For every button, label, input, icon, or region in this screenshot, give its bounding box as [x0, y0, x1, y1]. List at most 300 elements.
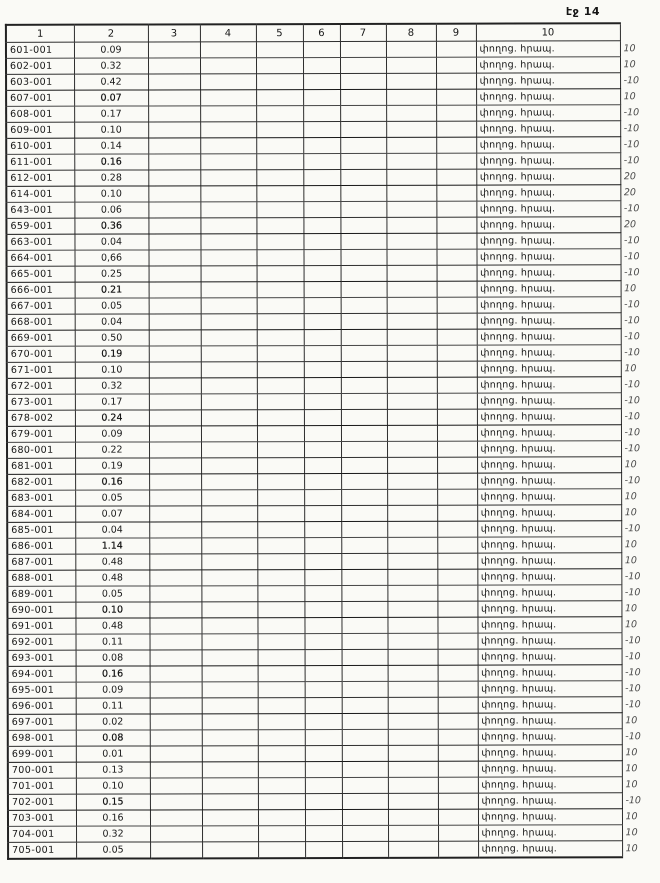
margin-annotation: -10	[623, 75, 640, 87]
row-note-cell: փողոց. հրապ.	[478, 649, 622, 665]
row-code-cell: 673-001	[7, 394, 75, 410]
row-code-cell: 689-001	[7, 586, 75, 602]
row-note-cell: փողոց. հրապ.	[477, 345, 621, 361]
row-code-cell: 667-001	[7, 298, 75, 314]
row-value-cell: 0.07	[74, 90, 148, 106]
row-note-cell: փողոց. հրապ.	[478, 681, 622, 697]
empty-cell	[256, 58, 303, 74]
empty-cell	[437, 489, 477, 505]
row-value-cell: 0.48	[75, 570, 149, 586]
empty-cell	[437, 313, 477, 329]
empty-cell	[257, 266, 304, 282]
empty-cell	[436, 73, 476, 89]
empty-cell	[387, 553, 437, 569]
empty-cell	[387, 265, 437, 281]
empty-cell	[304, 393, 341, 409]
empty-cell	[258, 842, 305, 859]
column-header: 9	[436, 24, 476, 42]
empty-cell	[202, 778, 258, 794]
empty-cell	[388, 665, 438, 681]
empty-cell	[305, 713, 342, 729]
margin-annotation: -10	[623, 107, 640, 119]
margin-annotation: 10	[625, 747, 638, 759]
empty-cell	[436, 201, 476, 217]
empty-cell	[257, 570, 304, 586]
row-note-cell: փողոց. հրապ.	[476, 233, 620, 249]
empty-cell	[201, 554, 257, 570]
empty-cell	[202, 746, 258, 762]
empty-cell	[304, 585, 341, 601]
row-code-cell: 663-001	[6, 234, 74, 250]
empty-cell	[342, 649, 388, 665]
row-value-cell: 0.16	[76, 666, 150, 682]
empty-cell	[341, 345, 387, 361]
empty-cell	[437, 409, 477, 425]
row-code-cell: 701-001	[8, 778, 76, 794]
row-note-cell: փողոց. հրապ.	[476, 153, 620, 169]
row-code-cell: 704-001	[8, 826, 76, 842]
row-note-cell: փողոց. հրապ.	[477, 473, 621, 489]
empty-cell	[200, 74, 256, 90]
table-row	[6, 233, 654, 251]
empty-cell	[387, 441, 437, 457]
empty-cell	[257, 282, 304, 298]
empty-cell	[437, 473, 477, 489]
row-note-cell: փողոց. հրապ.	[478, 841, 622, 858]
empty-cell	[341, 457, 387, 473]
empty-cell	[149, 458, 201, 474]
column-header: 4	[200, 24, 256, 42]
row-value-cell: 0.10	[74, 186, 148, 202]
empty-cell	[342, 665, 388, 681]
row-value-cell: 0,66	[74, 250, 148, 266]
empty-cell	[149, 330, 201, 346]
row-note-cell: փողոց. հրապ.	[477, 553, 621, 569]
empty-cell	[257, 410, 304, 426]
row-value-cell: 0.04	[75, 522, 149, 538]
margin-annotation: 10	[624, 507, 637, 519]
empty-cell	[304, 473, 341, 489]
row-code-cell: 672-001	[7, 378, 75, 394]
table-row	[6, 41, 654, 59]
row-note-cell: փողոց. հրապ.	[477, 377, 621, 393]
empty-cell	[340, 233, 386, 249]
empty-cell	[341, 585, 387, 601]
empty-cell	[386, 201, 436, 217]
row-value-cell: 0.05	[75, 298, 149, 314]
empty-cell	[342, 729, 388, 745]
row-code-cell: 691-001	[7, 618, 75, 634]
margin-annotation: 10	[624, 539, 637, 551]
margin-annotation: -10	[624, 379, 640, 391]
empty-cell	[304, 553, 341, 569]
empty-cell	[149, 442, 201, 458]
empty-cell	[257, 458, 304, 474]
empty-cell	[201, 586, 257, 602]
empty-cell	[387, 585, 437, 601]
table-row	[8, 745, 656, 763]
empty-cell	[388, 777, 438, 793]
row-code-cell: 671-001	[7, 362, 75, 378]
empty-cell	[201, 522, 257, 538]
empty-cell	[388, 681, 438, 697]
margin-annotation: -10	[624, 427, 641, 439]
empty-cell	[258, 794, 305, 810]
row-value-cell: 0.16	[74, 154, 148, 170]
empty-cell	[340, 41, 386, 57]
empty-cell	[257, 522, 304, 538]
empty-cell	[340, 169, 386, 185]
row-code-cell: 610-001	[6, 138, 74, 154]
row-code-cell: 669-001	[7, 330, 75, 346]
empty-cell	[201, 378, 257, 394]
empty-cell	[386, 121, 436, 137]
empty-cell	[341, 297, 387, 313]
row-value-cell: 0.08	[76, 650, 150, 666]
empty-cell	[148, 122, 200, 138]
row-value-cell: 0.05	[75, 586, 149, 602]
empty-cell	[150, 778, 202, 794]
empty-cell	[388, 729, 438, 745]
row-note-cell: փողոց. հրապ.	[478, 697, 622, 713]
empty-cell	[201, 458, 257, 474]
row-note-cell: փողոց. հրապ.	[478, 745, 622, 761]
table-row	[7, 329, 655, 347]
empty-cell	[340, 201, 386, 217]
table-row	[8, 729, 656, 747]
margin-annotation: -10	[624, 395, 640, 407]
empty-cell	[257, 602, 304, 618]
row-note-cell: փողոց. հրապ.	[476, 249, 620, 265]
empty-cell	[150, 762, 202, 778]
row-code-cell: 680-001	[7, 442, 75, 458]
row-note-cell: փողոց. հրապ.	[476, 41, 620, 57]
empty-cell	[387, 489, 437, 505]
margin-annotation: 10	[625, 811, 638, 823]
empty-cell	[148, 202, 200, 218]
margin-annotation: 10	[624, 491, 637, 503]
row-value-cell: 0.14	[74, 138, 148, 154]
empty-cell	[149, 474, 201, 490]
empty-cell	[148, 170, 200, 186]
table-row	[8, 633, 656, 651]
empty-cell	[436, 185, 476, 201]
column-header: 5	[256, 24, 303, 42]
empty-cell	[150, 810, 202, 826]
row-code-cell: 698-001	[8, 730, 76, 746]
empty-cell	[304, 281, 341, 297]
page-number: էջ 14	[565, 5, 600, 18]
table-row	[7, 393, 655, 411]
table-row	[7, 425, 655, 443]
empty-cell	[200, 202, 256, 218]
margin-annotation: -10	[623, 203, 640, 215]
row-note-cell: փողոց. հրապ.	[478, 665, 622, 681]
row-value-cell: 0.22	[75, 442, 149, 458]
margin-annotation: -10	[625, 795, 641, 807]
table-row	[8, 665, 656, 683]
empty-cell	[149, 394, 201, 410]
empty-cell	[149, 602, 201, 618]
empty-cell	[201, 506, 257, 522]
row-value-cell: 0.19	[75, 346, 149, 362]
empty-cell	[436, 137, 476, 153]
empty-cell	[341, 617, 387, 633]
row-value-cell: 0.13	[76, 762, 150, 778]
empty-cell	[340, 89, 386, 105]
margin-annotation: 20	[623, 187, 636, 199]
empty-cell	[256, 138, 303, 154]
empty-cell	[202, 714, 258, 730]
empty-cell	[305, 745, 342, 761]
margin-annotation: -10	[624, 251, 640, 263]
empty-cell	[304, 409, 341, 425]
empty-cell	[387, 425, 437, 441]
row-code-cell: 679-001	[7, 426, 75, 442]
row-note-cell: փողոց. հրապ.	[478, 729, 622, 745]
row-value-cell: 0.25	[75, 266, 149, 282]
empty-cell	[257, 442, 304, 458]
margin-annotation: -10	[624, 331, 640, 343]
row-value-cell: 0.32	[75, 378, 149, 394]
empty-cell	[305, 729, 342, 745]
empty-cell	[386, 57, 436, 73]
empty-cell	[438, 745, 478, 761]
table-row	[7, 505, 655, 523]
empty-cell	[437, 569, 477, 585]
empty-cell	[304, 601, 341, 617]
margin-annotation: 10	[624, 555, 637, 567]
empty-cell	[342, 713, 388, 729]
row-code-cell: 703-001	[8, 810, 76, 826]
empty-cell	[258, 746, 305, 762]
empty-cell	[201, 602, 257, 618]
margin-annotation: -10	[623, 139, 640, 151]
empty-cell	[257, 474, 304, 490]
empty-cell	[387, 313, 437, 329]
row-value-cell: 0.10	[75, 362, 149, 378]
empty-cell	[202, 794, 258, 810]
margin-annotation: 10	[625, 827, 638, 839]
empty-cell	[149, 378, 201, 394]
empty-cell	[386, 185, 436, 201]
empty-cell	[202, 682, 258, 698]
table-row	[6, 121, 654, 139]
row-note-cell: փողոց. հրապ.	[477, 601, 621, 617]
empty-cell	[150, 714, 202, 730]
empty-cell	[438, 633, 478, 649]
row-value-cell: 0.11	[76, 698, 150, 714]
margin-annotation: -10	[624, 443, 641, 455]
table-row	[7, 377, 655, 395]
empty-cell	[438, 777, 478, 793]
empty-cell	[438, 809, 478, 825]
empty-cell	[304, 537, 341, 553]
empty-cell	[149, 506, 201, 522]
empty-cell	[387, 601, 437, 617]
row-note-cell: փողոց. հրապ.	[477, 505, 621, 521]
margin-annotation: -10	[625, 667, 641, 679]
empty-cell	[149, 266, 201, 282]
row-code-cell: 681-001	[7, 458, 75, 474]
empty-cell	[149, 618, 201, 634]
empty-cell	[342, 809, 388, 825]
row-code-cell: 612-001	[6, 170, 74, 186]
empty-cell	[304, 297, 341, 313]
table-row	[7, 441, 655, 459]
row-note-cell: փողոց. հրապ.	[476, 201, 620, 217]
empty-cell	[200, 170, 256, 186]
empty-cell	[149, 298, 201, 314]
row-value-cell: 1.14	[75, 538, 149, 554]
row-note-cell: փողոց. հրապ.	[477, 425, 621, 441]
empty-cell	[303, 169, 340, 185]
empty-cell	[342, 697, 388, 713]
empty-cell	[387, 393, 437, 409]
empty-cell	[388, 841, 438, 858]
empty-cell	[201, 362, 257, 378]
row-value-cell: 0.15	[76, 794, 150, 810]
empty-cell	[304, 377, 341, 393]
empty-cell	[341, 281, 387, 297]
empty-cell	[437, 361, 477, 377]
row-note-cell: փողոց. հրապ.	[477, 313, 621, 329]
row-value-cell: 0.36	[74, 218, 148, 234]
row-value-cell: 0.04	[74, 234, 148, 250]
empty-cell	[304, 425, 341, 441]
empty-cell	[201, 330, 257, 346]
row-note-cell: փողոց. հրապ.	[477, 489, 621, 505]
margin-annotation: -10	[625, 635, 641, 647]
empty-cell	[148, 218, 200, 234]
empty-cell	[256, 202, 303, 218]
empty-cell	[303, 137, 340, 153]
empty-cell	[150, 730, 202, 746]
empty-cell	[150, 842, 202, 859]
empty-cell	[305, 777, 342, 793]
empty-cell	[305, 809, 342, 825]
empty-cell	[341, 393, 387, 409]
row-value-cell: 0.48	[75, 618, 149, 634]
empty-cell	[304, 521, 341, 537]
empty-cell	[437, 505, 477, 521]
row-note-cell: փողոց. հրապ.	[477, 617, 621, 633]
empty-cell	[148, 186, 200, 202]
table-row	[7, 569, 655, 587]
empty-cell	[304, 505, 341, 521]
column-header: 10	[476, 23, 620, 41]
table-row	[6, 249, 654, 267]
empty-cell	[256, 74, 303, 90]
row-value-cell: 0.06	[74, 202, 148, 218]
empty-cell	[438, 649, 478, 665]
table-row	[7, 345, 655, 363]
empty-cell	[342, 745, 388, 761]
row-value-cell: 0.10	[75, 602, 149, 618]
empty-cell	[257, 426, 304, 442]
empty-cell	[148, 90, 200, 106]
margin-annotation: -10	[623, 123, 640, 135]
empty-cell	[436, 121, 476, 137]
empty-cell	[437, 537, 477, 553]
margin-annotation: 10	[624, 619, 638, 631]
margin-annotation: 10	[625, 779, 638, 791]
data-table	[5, 22, 657, 860]
empty-cell	[202, 634, 258, 650]
empty-cell	[149, 490, 201, 506]
empty-cell	[150, 698, 202, 714]
empty-cell	[387, 617, 437, 633]
empty-cell	[303, 57, 340, 73]
row-value-cell: 0.11	[76, 634, 150, 650]
margin-annotation: 10	[624, 459, 637, 471]
row-value-cell: 0.10	[76, 778, 150, 794]
empty-cell	[304, 457, 341, 473]
table-row	[7, 537, 655, 555]
empty-cell	[202, 650, 258, 666]
row-value-cell: 0.17	[75, 394, 149, 410]
row-note-cell: փողոց. հրապ.	[477, 457, 621, 473]
row-note-cell: փողոց. հրապ.	[477, 393, 621, 409]
empty-cell	[202, 666, 258, 682]
empty-cell	[200, 106, 256, 122]
empty-cell	[149, 570, 201, 586]
row-code-cell: 614-001	[6, 186, 74, 202]
margin-annotation: 10	[623, 91, 636, 103]
empty-cell	[341, 441, 387, 457]
empty-cell	[387, 297, 437, 313]
empty-cell	[340, 153, 386, 169]
empty-cell	[257, 394, 304, 410]
table-row	[8, 697, 656, 715]
empty-cell	[148, 154, 200, 170]
empty-cell	[256, 122, 303, 138]
empty-cell	[258, 778, 305, 794]
empty-cell	[438, 841, 478, 858]
empty-cell	[200, 186, 256, 202]
empty-cell	[437, 297, 477, 313]
row-note-cell: փողոց. հրապ.	[477, 569, 621, 585]
row-note-cell: փողոց. հրապ.	[477, 441, 621, 457]
empty-cell	[437, 441, 477, 457]
row-note-cell: փողոց. հրապ.	[476, 57, 620, 73]
empty-cell	[386, 233, 436, 249]
empty-cell	[341, 473, 387, 489]
empty-cell	[437, 393, 477, 409]
table-row	[6, 105, 654, 123]
empty-cell	[340, 105, 386, 121]
row-code-cell: 688-001	[7, 570, 75, 586]
column-header: 2	[74, 24, 148, 42]
row-note-cell: փողոց. հրապ.	[476, 169, 620, 185]
row-note-cell: փողոց. հրապ.	[478, 809, 622, 825]
empty-cell	[201, 570, 257, 586]
empty-cell	[386, 153, 436, 169]
empty-cell	[148, 106, 200, 122]
row-code-cell: 665-001	[7, 266, 75, 282]
row-note-cell: փողոց. հրապ.	[476, 105, 620, 121]
row-code-cell: 611-001	[6, 154, 74, 170]
empty-cell	[256, 250, 303, 266]
column-header: 6	[303, 24, 340, 42]
row-note-cell: փողոց. հրապ.	[476, 89, 620, 105]
empty-cell	[257, 346, 304, 362]
table-row	[6, 137, 654, 155]
empty-cell	[341, 361, 387, 377]
row-value-cell: 0.10	[74, 122, 148, 138]
empty-cell	[387, 281, 437, 297]
empty-cell	[149, 538, 201, 554]
